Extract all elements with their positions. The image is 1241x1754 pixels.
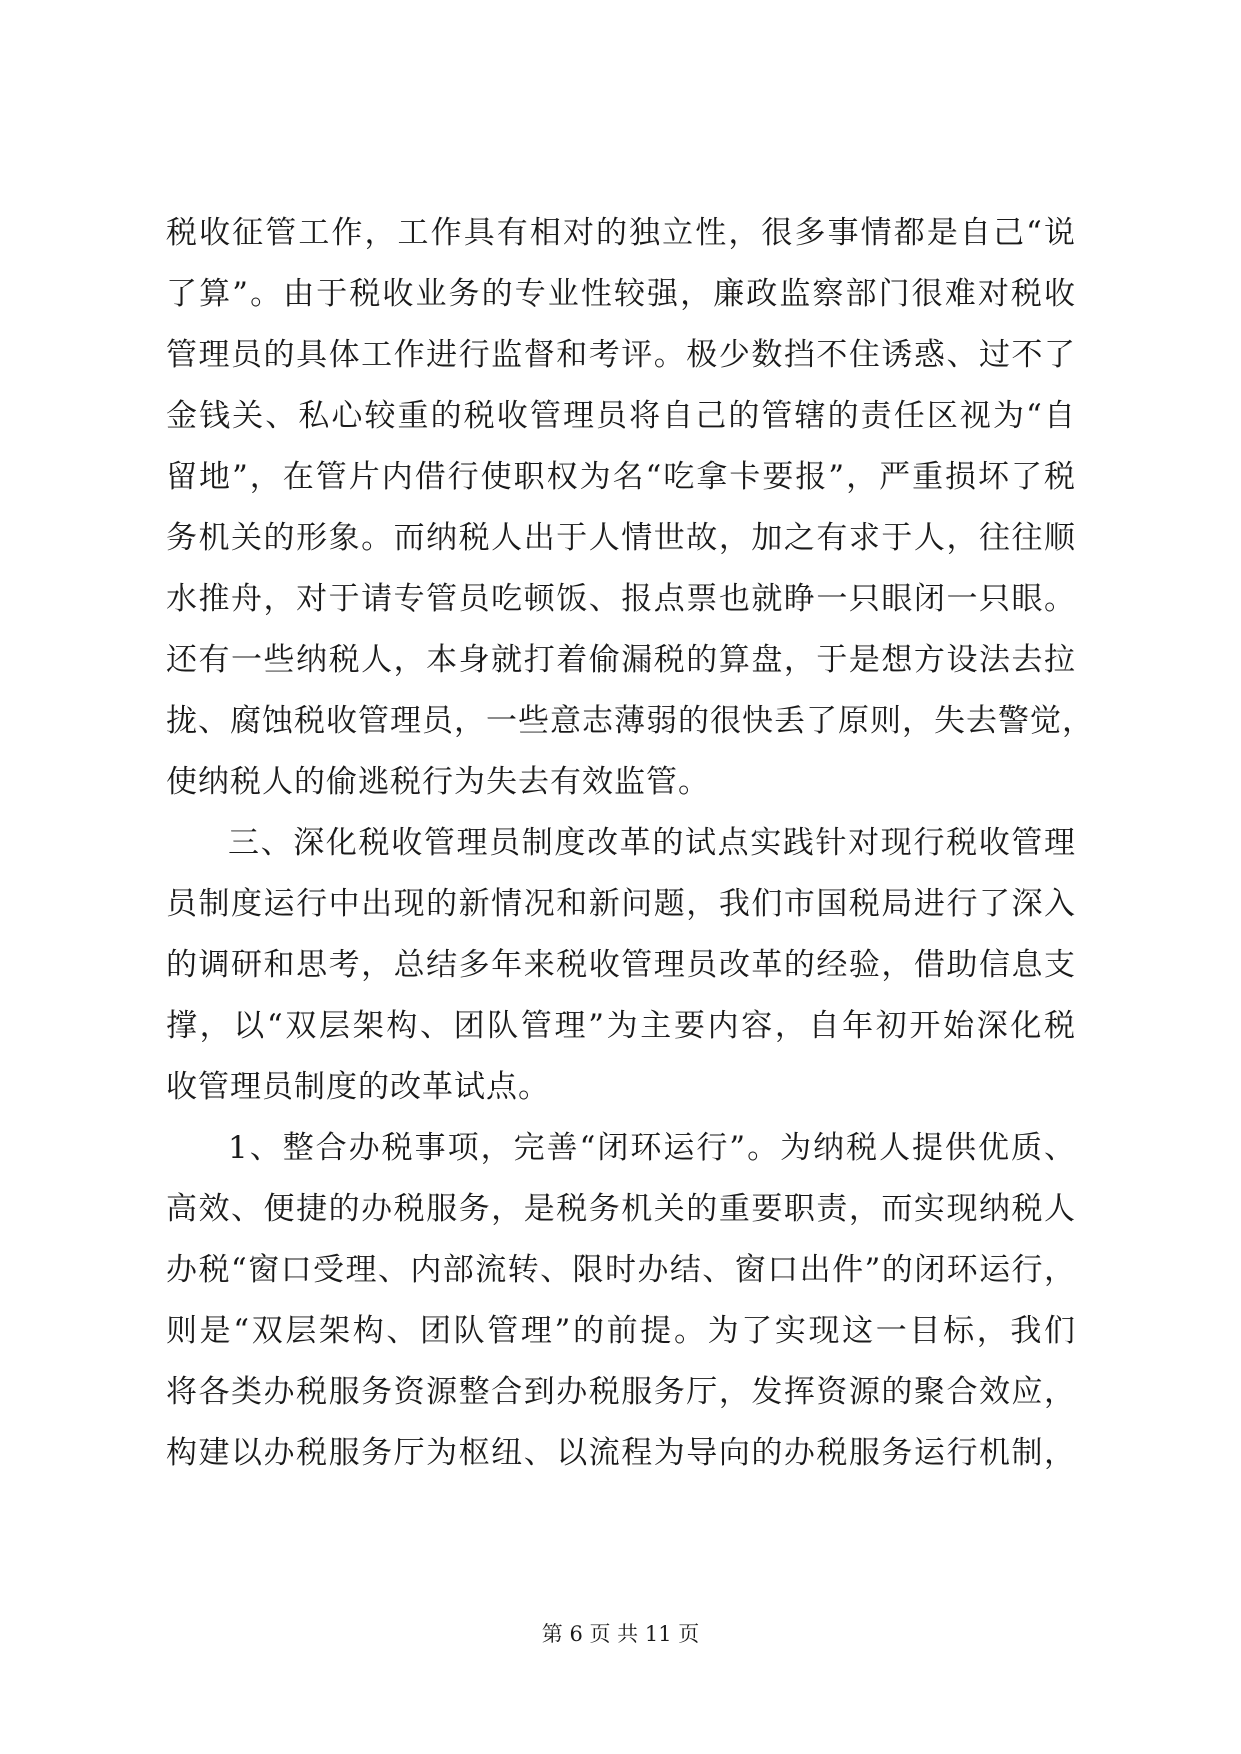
- paragraph-3: [166, 1118, 1076, 1484]
- text-line: 税收征管工作，工作具有相对的独立性，很多事情都是自己“说: [166, 215, 1076, 251]
- text-line: 了算”。由于税收业务的专业性较强，廉政监察部门很难对税收: [166, 276, 1076, 312]
- paragraph-1: [166, 203, 1094, 813]
- text-line: 收管理员制度的改革试点。: [166, 1069, 550, 1105]
- text-line: 员制度运行中出现的新情况和新问题，我们市国税局进行了深入: [166, 886, 1076, 922]
- text-line: 则是“双层架构、团队管理”的前提。为了实现这一目标，我们: [166, 1313, 1076, 1349]
- text-line: 使纳税人的偷逃税行为失去有效监管。: [166, 764, 710, 800]
- text-line: 金钱关、私心较重的税收管理员将自己的管辖的责任区视为“自: [166, 398, 1076, 434]
- text-line: 高效、便捷的办税服务，是税务机关的重要职责，而实现纳税人: [166, 1191, 1076, 1227]
- text-line: 三、深化税收管理员制度改革的试点实践针对现行税收管理: [228, 825, 1076, 861]
- text-line: 留地”，在管片内借行使职权为名“吃拿卡要报”，严重损坏了税: [166, 459, 1076, 495]
- text-line: 管理员的具体工作进行监督和考评。极少数挡不住诱惑、过不了: [166, 337, 1076, 373]
- paragraph-2: [166, 813, 1076, 1118]
- page-number-footer: 第 6 页 共 11 页: [541, 1622, 700, 1646]
- text-line: 撑，以“双层架构、团队管理”为主要内容，自年初开始深化税: [166, 1008, 1076, 1044]
- text-line: 构建以办税服务厅为枢纽、以流程为导向的办税服务运行机制，: [166, 1435, 1076, 1471]
- text-line: 还有一些纳税人，本身就打着偷漏税的算盘，于是想方设法去拉: [166, 642, 1076, 678]
- text-line: 办税“窗口受理、内部流转、限时办结、窗口出件”的闭环运行，: [166, 1252, 1076, 1288]
- text-line: 的调研和思考，总结多年来税收管理员改革的经验，借助信息支: [166, 947, 1076, 983]
- text-line: 水推舟，对于请专管员吃顿饭、报点票也就睁一只眼闭一只眼。: [166, 581, 1076, 617]
- text-line: 1、整合办税事项，完善“闭环运行”。为纳税人提供优质、: [228, 1130, 1076, 1166]
- text-line: 拢、腐蚀税收管理员，一些意志薄弱的很快丢了原则，失去警觉，: [166, 703, 1094, 739]
- text-line: 将各类办税服务资源整合到办税服务厅，发挥资源的聚合效应，: [166, 1374, 1076, 1410]
- text-line: 务机关的形象。而纳税人出于人情世故，加之有求于人，往往顺: [166, 520, 1076, 556]
- document-body: [166, 203, 1094, 1484]
